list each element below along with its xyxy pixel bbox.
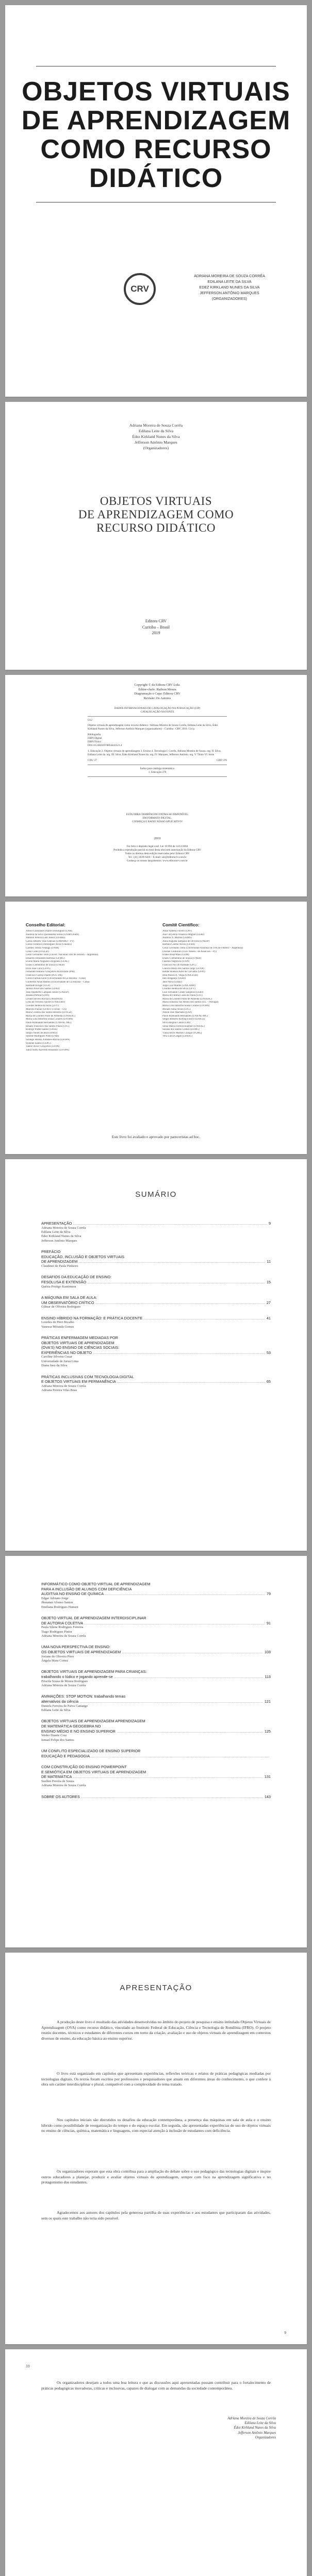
committee-member: Jane Paiva (UERJ) (162, 980, 182, 984)
cip-classification (88, 759, 227, 762)
publisher-logo (124, 273, 156, 305)
toc-entry-line (41, 1591, 271, 1597)
copyright-line: Copyright © da Editora CRV Ltda. (134, 683, 180, 687)
presentation-paragraph: Nos capítulos iniciais são discutidos os desafios da educação contemporânea, a presença das máquinas em sala de aula e o ensino híbrido como possibilidade de reorganização do tempo e do espaço escolar. Em seguida, são apresentadas experiências de uso de objetos virtuais no ensino de ciências, química, matemática e linguagens, com especial atenção à inclusão de estudantes com deficiência. (41, 2117, 271, 2133)
toc-entry-author: Adriana Moreira de Souza Corrêa (41, 1684, 86, 1687)
toc-entry-title: DE MATEMÁTICA ..... (41, 1774, 263, 1780)
legal-block (88, 845, 227, 863)
title-page-organizers (5, 422, 307, 451)
toc-entry-author: Adriana Moreira de Souza Corrêa (41, 1384, 86, 1388)
toc-entry-title: (OVA'S) NO ENSINO DE CIÊNCIAS SOCIAIS: (41, 1345, 120, 1350)
toc-page-number: 27 (266, 1300, 271, 1305)
scientific-committee-list (162, 930, 289, 1039)
toc-entry-title: DE MATEMÁTICA GEOGEBRA NO (41, 1724, 101, 1728)
closing-signature (204, 2416, 276, 2440)
organizer-name: Jefferson Antônio Marques (135, 440, 177, 445)
toc-page-number: 131 (264, 1774, 271, 1780)
cover-authors (175, 273, 284, 301)
council-member: Sydione Santos (UEPG) (26, 1042, 51, 1045)
toc-list (41, 1582, 271, 1805)
committee-member: Suzana dos Santos Gomes (UFMG) (162, 1028, 200, 1031)
toc-entry-line (41, 1316, 271, 1321)
council-member: Maria de Lourdes Pinto de Almeida (UNOESC) (26, 1014, 76, 1018)
committee-member: Anna Augusta Sampaio de Oliveira (UNESP) (162, 940, 210, 943)
toc-entry-line (41, 1699, 271, 1704)
toc-entry-author: Weder Duarte Cruz (41, 1734, 67, 1738)
council-member: Rodrigo Pratte-Santos (UFES) (26, 1028, 58, 1031)
council-member: Cesar Gerónimo Tello (Univer. Nacional Três de Febrero – Argentina) (26, 954, 98, 957)
toc-entry-author: Édez Kirkland Nunes da Silva (41, 1234, 81, 1239)
committee-member: Míriam Fábia Alves (UFG) (162, 1008, 191, 1011)
cover-author: ADRIANA MOREIRA DE SOUZA CORRÊA (194, 274, 265, 278)
digital-note-line: ESTA OBRA TAMBÉM ENCONTRA-SE DISPONÍVEL (126, 813, 189, 816)
toc-entry-author: Lourdes de Pieri Bicalho (41, 1320, 74, 1325)
toc-entry (41, 1335, 271, 1368)
toc-entry-author: Tiago Rodrigues Pintor (41, 1630, 72, 1634)
toc-entry (41, 1221, 271, 1243)
council-member: Élsio José Corá (UFFS) (26, 967, 51, 970)
toc-entry-author: Adriana Pereira Vilas Boas (41, 1388, 77, 1393)
council-member: Antônio Pereira Gaio Júnior (UFRRJ) (26, 937, 65, 940)
toc-entry-author: Universidade de Juruá Lima (41, 1359, 79, 1363)
copyright-head (88, 683, 227, 701)
peer-review-note: Este livro foi avaliado e aprovado por pareceristas ad hoc. (111, 1134, 201, 1139)
toc-entry (41, 1295, 271, 1310)
committee-member: Vera Lucia Gaspar (UDESC) (162, 1035, 193, 1038)
closing-page (5, 2349, 307, 2576)
toc-entry-author: Caroline Silveira Cezar (41, 1355, 72, 1359)
council-member: Elizeu Clementino de Souza (UNEB) (26, 963, 64, 967)
toc-entry (41, 1375, 271, 1393)
publisher-city: Curitiba – Brasil (142, 624, 170, 630)
scientific-committee (162, 922, 289, 1039)
committee-member: Eliane Rose Maio (UEM) (162, 954, 189, 957)
legal-line: Todos os direitos desta edição reservados pela: Editora CRV (125, 852, 190, 855)
council-member: Tania Suely Azevedo Brasileiro (UFOPA) (26, 1048, 69, 1052)
cover-page (5, 5, 307, 397)
council-member: Maria Cristina dos Santos Bezerra (UFSCar) (26, 1011, 72, 1014)
title-page-title (5, 495, 307, 535)
toc-entry-line (41, 1754, 271, 1759)
council-member: Gloria Fariñas León (Universidade de La Havana – Cuba) (26, 977, 86, 980)
council-member: Elione Maria Nogueira Diogenes (UFAL) (26, 960, 69, 963)
toc-entry-author: Edilana Leite da Silva (41, 1708, 71, 1712)
committee-member: Inês Bragança (UERJ) (162, 977, 186, 980)
toc-title: SUMÁRIO (135, 1190, 177, 1199)
toc-entry-author: Vanessa Miranda Gomes (41, 1325, 74, 1329)
signature-line: Édez Kirkland Nunes da Silva (234, 2426, 276, 2430)
toc-entry (41, 1582, 271, 1609)
copyright-page (5, 675, 307, 896)
council-member: Simone Rodrigues Pinto (UNB) (26, 1035, 59, 1038)
toc-entry-title: ENSINO MÉDIO E NO ENSINO SUPERIOR ..... (41, 1729, 263, 1734)
cip-index: 1. Educação 2. Objetos virtuais de aprendizagem 3. Ensino 4. Tecnologia I. Corrêa, Adriana Moreira de Souza. org. II. Silva, Edilana Leite da. org. III. Silva, Édez Kirkland Nunes da. org. IV. Marques, Jefferson Antônio. org. V. Título VI. Série (88, 750, 221, 756)
toc-entry-title: OBJETOS VIRTUAIS DE APRENDIZAGEM PARA CRIANÇAS: (41, 1669, 147, 1674)
presentation-paragraph: A produção deste livro é resultado das atividades desenvolvidas no âmbito do projeto de pesquisa e ensino intitulado Objetos Virtuais de Aprendizagem (OVA) como recurso didático, vinculado ao Instituto Federal de Educação, Ciência e Tecnologia de Rondônia (IFRO). O projeto reuniu docentes, técnicos e estudantes de diferentes cursos em torno da criação, avaliação e uso de objetos virtuais de aprendizagem em contextos diversos de ensino, da educação básica ao ensino superior. (41, 2020, 271, 2041)
toc-entry (41, 1794, 271, 1800)
council-member: Carmen Tereza Velanga (UNIR) (26, 946, 59, 950)
organizer-name: Édez Kirkland Nunes da Silva (132, 434, 180, 439)
cover-title-line: COMO RECURSO (40, 134, 272, 164)
council-member: Eduardo Fernandes Barbosa (UFMG) (26, 957, 65, 960)
council-member: Lourdes Helena da Silva (UFV) (26, 1005, 59, 1008)
legal-line: Conheça os nossos lançamentos: www.editoracrv.com.br (127, 859, 188, 862)
presentation-paragraph: Agradecemos aos autores dos capítulos pela generosa partilha de suas experiências e aos estudantes que participaram das atividades, sem os quais este trabalho não teria sido possível. (41, 2210, 271, 2221)
toc-entry-line (41, 1650, 271, 1655)
toc-entry-title: EDUCAÇÃO E PEDAGOGIA ..... (41, 1754, 269, 1759)
copyright-line: Revisão: Os Autores (143, 696, 171, 700)
sub-index-title: Índice para catálogo sistemático (140, 767, 175, 770)
council-member: Lídia de Oliveira Xavier (UNIEURO) (26, 1001, 65, 1004)
toc-entry-author: Ângela Mara Cortez (41, 1659, 69, 1663)
digital-note (88, 813, 227, 824)
biblio-line: Bibliografia (88, 733, 101, 736)
toc-entry-title: ENSINO HÍBRIDO NA FORMAÇÃO: E PRÁTICA DOCENTE ..... (41, 1316, 265, 1321)
legal-line: Proibida a reprodução parcial ou total desta obra sem autorização da Editora CRV (113, 849, 201, 852)
committee-member: Diosnel Centurion (Univ Americ. de Asunción – Py) (162, 950, 217, 953)
toc-page-2 (5, 1556, 307, 1947)
toc-page-number: 9 (268, 1221, 271, 1226)
cip-title: DADOS INTERNACIONAIS DE CATALOGAÇÃO NA PUBLICAÇÃO (CIP) (114, 707, 201, 710)
legal-line: Tel.: (41) 3039-6418 – E-mail: sac@editoracrv.com.br (128, 856, 187, 859)
presentation-paragraph: O livro está organizado em capítulos que apresentam experiências, reflexões teóricas e relatos de práticas pedagógicas mediadas por tecnologias digitais. Os textos foram escritos por professores e pesquisadores que atuam em diferentes áreas do conhecimento, o que confere à obra um caráter interdisciplinar e plural, compatível com a complexidade do tema tratado. (41, 2071, 271, 2087)
toc-entry-author: Suellen Pereira de Souza (41, 1779, 74, 1783)
toc-list (41, 1221, 271, 1399)
toc-page-number: 113 (265, 1674, 271, 1679)
toc-entry-author: Adriana Moreira de Souza Corrêa (41, 1634, 86, 1638)
copyright-line: Diagramação e Capa: Editora CRV (134, 692, 180, 696)
council-member: Renato Francisco dos Santos Paula (UFG) (26, 1025, 70, 1028)
toc-entry-author: Gilmar de Oliveira Rodrigues (41, 1305, 81, 1309)
toc-page-number: 15 (266, 1280, 271, 1284)
committee-member: Altair Alberto Fávero (UPF) (162, 930, 192, 933)
cover-title (5, 77, 307, 193)
editorial-council (26, 922, 152, 1052)
toc-entry-author: Adriana Moreira de Souza Corrêa (41, 1784, 86, 1788)
toc-entry-title: ANIMAÇÕES: STOP MOTION: trabalhando temas (41, 1694, 126, 1699)
toc-entry (41, 1765, 271, 1788)
title-line: RECURSO DIDÁTICO (96, 521, 216, 534)
title-line: DE APRENDIZAGEM COMO (78, 508, 234, 521)
committee-member: Lourdes Helena da Silva (UFV) (162, 988, 195, 991)
toc-entry-author: Daniela Ferreira de Paiva Camargo (41, 1704, 88, 1708)
toc-page-number: 91 (266, 1620, 271, 1625)
toc-page-number: 41 (266, 1315, 271, 1320)
editorial-council-title: Conselho Editorial: (26, 922, 65, 927)
toc-page-number: 53 (266, 1350, 271, 1355)
committee-member: Jorge Luís Mialhe (UNICAMP) (162, 984, 195, 987)
toc-entry-line (41, 1280, 271, 1285)
council-member: Fernando Antônio Gonçalves Alcoforado (IPB) (26, 971, 75, 974)
toc-entry-title: E SEMIÓTICA EM OBJETOS VIRTUAIS DE APRENDIZAGEM (41, 1769, 146, 1774)
closing-paragraph: Os organizadores desejam a todos uma boa leitura e que as discussões aqui apresentadas possam contribuir para o fortalecimento de práticas pedagógicas inovadoras, críticas e inclusivas, capazes de dialogar com as demandas da sociedade contemporânea. (41, 2380, 271, 2391)
signature-line: Organizadores (255, 2435, 276, 2439)
toc-entry-line (41, 1794, 271, 1800)
presentation-page (5, 1953, 307, 2344)
toc-entry-title: PRÁTICAS ENFERMAGEM MEDIADAS POR (41, 1335, 118, 1340)
page-number-top: 10 (26, 2365, 30, 2368)
toc-entry-author: Josiane de Oliveira Pires (41, 1654, 74, 1658)
cover-author: (ORGANIZADORES) (212, 296, 247, 301)
toc-entry-title: A MÁQUINA EM SALA DE AULA: (41, 1295, 97, 1300)
council-member: Carlos Federico Dominguez Avila (Unieuro) (26, 943, 72, 946)
toc-page-number: 65 (266, 1379, 271, 1384)
toc-entry-title: APRESENTAÇÃO ..... (41, 1221, 267, 1226)
toc-entry-title: COM CONSTRUÇÃO DO ENSINO POWERPOINT (41, 1765, 127, 1770)
organizer-name: Adriana Moreira de Souza Corrêa (129, 423, 183, 428)
editorial-council-list (26, 930, 152, 1052)
toc-entry-line (41, 1674, 271, 1680)
toc-entry-title: PRÁTICAS INCLUSIVAS COM TECNOLOGIA DIGITAL (41, 1374, 134, 1379)
toc-entry-line (41, 1350, 271, 1355)
toc-entry-line (41, 1621, 271, 1626)
committee-member: Vânia Alves Martins Chaigar (FURG) (162, 1031, 202, 1035)
committee-member: Ilma Passos A. Veiga (UNICEUB) (162, 974, 198, 977)
toc-page-number: 103 (264, 1650, 271, 1654)
title-page-imprint (5, 618, 307, 636)
toc-entry-title: DE APRENDIZAGEM ..... (41, 1259, 265, 1264)
presentation-title: APRESENTAÇÃO (120, 1984, 192, 1992)
toc-entry (41, 1694, 271, 1713)
cip-code: O12 (88, 719, 92, 722)
committee-member: Sérgio Roberto Kieling Franco (UFRGS) (162, 1018, 205, 1021)
toc-entry-author: Priscila Sousa de Moura Rodrigues (41, 1679, 88, 1683)
toc-entry-title: UM CONFLITO ESPECIALIZADO DE ENSINO SUPERIOR (41, 1749, 141, 1753)
toc-entry-author: Adriana Moreira de Souza Corrêa (41, 1226, 86, 1230)
toc-page-number: 79 (266, 1591, 271, 1597)
toc-entry (41, 1749, 271, 1758)
toc-entry-line (41, 1221, 271, 1226)
biblio-line: ISBN Físico (88, 740, 101, 743)
toc-entry-title: OS OBJETOS VIRTUAIS DE APRENDIZAGEM ..... (41, 1650, 263, 1655)
toc-entry-title: DESAFIOS DA EDUCAÇÃO DE ENSINO: (41, 1275, 112, 1280)
toc-entry-title: SOBRE OS AUTORES ..... (41, 1794, 263, 1800)
committee-member: Elizeu Clementino de Souza (UNEB) (162, 957, 201, 960)
toc-entry (41, 1316, 271, 1329)
signature-line: Jefferson Antônio Marques (238, 2431, 276, 2435)
committee-member: Maria de Lourdes Pinto de Almeida (UNOESC) (162, 997, 212, 1001)
title-page (5, 402, 307, 670)
cip-block (88, 707, 227, 779)
toc-entry-line (41, 1774, 271, 1780)
council-member: Josania Portela (UFPI) (26, 994, 50, 997)
council-member: Aldira Guimarães Duarte Domínguez (UNB) (26, 930, 73, 933)
organizer-role: (Organizadores) (143, 446, 169, 450)
publisher-name: Editora CRV (145, 619, 167, 623)
council-member: Solange Helena Ximenes-Rocha (UFOPA) (26, 1039, 70, 1041)
committee-member: Andréia N. Militão (UEMS) (162, 937, 192, 940)
copyright-line: Editor-chefe: Railson Moura (138, 687, 176, 691)
toc-entry-title: PREFÁCIO (41, 1249, 61, 1255)
council-member: Jailson Alves dos Santos (UFRJ) (26, 988, 60, 991)
toc-entry-author: Ismael Felipe dos Santos (41, 1738, 74, 1742)
committee-member: Francisco Ari de Andrade (UFC) (162, 963, 196, 967)
scientific-committee-title: Comitê Científico: (162, 922, 200, 927)
page-number: 9 (284, 2331, 286, 2335)
cover-title-line: DIDÁTICO (89, 163, 223, 193)
toc-entry-title: OBJETO VIRTUAL DE APRENDIZAGEM INTERDISCIPLINAR (41, 1616, 146, 1620)
toc-page-number: 125 (264, 1728, 271, 1734)
toc-page-number: 11 (267, 1259, 271, 1264)
council-member: Leonel Severo Rocha (UNISINOS) (26, 997, 62, 1001)
sub-index-entry: 1. Educação 370 (148, 771, 167, 774)
toc-entry-title: alternativos da ciência ..... (41, 1699, 263, 1704)
cover-title-line: OBJETOS VIRTUAIS (22, 77, 290, 107)
toc-entry-author: Paula Silene Rodrigues Ferreira (41, 1625, 84, 1630)
council-member: Carlos Alberto Vilar Estêvão (UMINHO – PT) (26, 940, 74, 943)
council-member: Guillermo Arias Beatón (Universidade de La Havana – Cuba) (26, 980, 90, 984)
digital-note-line: CONHEÇA E BAIXE NOSSO APLICATIVO! (132, 820, 183, 823)
toc-entry-line (41, 1259, 271, 1264)
toc-entry-author: Jhonatan Afonso Santos (41, 1601, 73, 1605)
cip-body: Objetos virtuais de aprendizagem como recurso didático / Adriana Moreira de Souza Corrêa, Edilana Leite da Silva, Édez Kirkland Nunes da Silva, Jefferson Antônio Marques (organizadores) – Curitiba : CRV, 2019. 134 p. (88, 724, 218, 731)
council-member: Helmuth Krüger (UCP) (26, 984, 51, 987)
committee-member: Fauston Negreiros (UFPI) (162, 960, 190, 963)
toc-entry (41, 1616, 271, 1638)
toc-entry-line (41, 1729, 271, 1734)
toc-entry (41, 1249, 271, 1268)
signature-line: Adriana Moreira de Souza Corrêa (227, 2417, 276, 2420)
toc-entry-author: Claudinei de Paula Pinheiro (41, 1264, 78, 1268)
toc-entry-title: INFORMÁTICO COMO OBJETO VIRTUAL DE APRENDIZAGEM (41, 1582, 151, 1586)
toc-entry-line (41, 1300, 271, 1306)
toc-page-number: 121 (264, 1699, 271, 1704)
toc-entry-title: EDUCAÇÃO, INCLUSÃO E OBJETOS VIRTUAIS (41, 1254, 125, 1259)
toc-entry-title: UMA NOVA PERSPECTIVA DE ENSINO: (41, 1645, 110, 1650)
cip-subtitle: CATALOGAÇÃO NA FONTE (140, 710, 174, 714)
committee-member: Silvia Regina Canan (URI) (162, 1022, 191, 1025)
committee-member: Maria de Fátima Costa de Paula (UFF) (162, 994, 203, 997)
copyright-year: 2019 (154, 837, 161, 840)
organizer-name: Edilana Leite da Silva (138, 429, 174, 433)
cdd-code: CDD 370 (216, 759, 227, 762)
council-member: Maria Lília Imbiriba Sousa Colares (UFOPA) (26, 1018, 73, 1021)
legal-line: Foi feito o depósito legal conf. Lei 10.994 de 14/12/2004 (126, 845, 188, 848)
toc-entry-author: Diana Inez da Silva (41, 1364, 68, 1368)
committee-member: Maria Eduarda Vaz Moniz dos Santos (UL – Portugal) (162, 1001, 219, 1004)
toc-page-1 (5, 1159, 307, 1551)
council-member: Paulo Romualdo Hernandes (UNIFAL-MG) (26, 1022, 72, 1025)
toc-entry-author: Quésia Postigo Kamimura (41, 1284, 76, 1289)
committee-member: Barbara Coelho Neves (UFBA) (162, 943, 195, 946)
publisher-logo-text: CRV (130, 284, 149, 294)
council-member: Marcelo Paixão (UFRJ e UTexas – US) (26, 1008, 67, 1011)
cover-author: EDEZ KIRKLAND NUNES DA SILVA (199, 285, 260, 290)
biblio-line: ISBN Digital (88, 737, 102, 740)
toc-entry-author: Edgar Adriano Jorge (41, 1596, 69, 1600)
toc-entry-title: OBJETOS VIRTUAIS DE APRENDIZAGEM (41, 1340, 114, 1345)
toc-entry-title: PARA A INCLUSÃO DE ALUNOS COM DEFICIÊNCIA (41, 1586, 132, 1591)
council-member: Sérgio Nunes de Jesus (IFRO) (26, 1031, 57, 1035)
toc-entry-line (41, 1379, 271, 1384)
toc-entry-title: OBJETOS VIRTUAIS DE APRENDIZAGEM APRENDIZAGEM (41, 1719, 145, 1724)
committee-member: Nilson José Machado (USP) (162, 1011, 192, 1014)
toc-entry-title: trabalhando o lúdico e jogando aprende-se ..... (41, 1674, 263, 1680)
toc-entry-title: AUDITIVA NO ENSINO DE QUÍMICA ..... (41, 1591, 265, 1597)
committee-member: Maria Lília Imbiriba Sousa Colares (UFOPA) (162, 1005, 210, 1008)
title-line: OBJETOS VIRTUAIS (100, 495, 212, 507)
toc-entry (41, 1275, 271, 1289)
toc-entry (41, 1719, 271, 1742)
cover-author: JEFFERSON ANTÔNIO MARQUES (200, 291, 259, 295)
committee-member: Ana Chrystina Venancio Mignot (UERJ) (162, 933, 205, 936)
toc-entry-title: FESOLUSA E EXTENSÃO ..... (41, 1280, 265, 1285)
toc-entry-title: UM OBSERVATÓRIO CRÍTICO ..... (41, 1300, 265, 1306)
signature-line: Edilana Leite da Silva (244, 2421, 276, 2426)
committee-member: Paulo Romualdo Hernandes (UNIFAL-MG) (162, 1014, 208, 1018)
toc-entry-title: DE AUTORIA COLETIVA ..... (41, 1621, 265, 1626)
publication-year: 2019 (152, 631, 160, 635)
toc-page-number: 143 (264, 1794, 271, 1799)
committee-member: Luiz Fernando Conde Sangenis (UERJ) (162, 991, 204, 994)
council-member: Francisco Carlos Duarte (PUC-PR) (26, 974, 62, 977)
presentation-paragraph: Os organizadores esperam que esta obra contribua para a ampliação do debate sobre o uso pedagógico das tecnologias digitais e inspire outros educadores a planejar, produzir e avaliar objetos virtuais de aprendizagem, sempre com foco na aprendizagem significativa e no protagonismo dos estudantes. (41, 2169, 271, 2185)
toc-entry-title: E OBJETOS VIRTUAIS EM PERMANÊNCIA ..... (41, 1379, 265, 1384)
council-member: Tadeu Oliver Gonçalves (UFPA) (26, 1045, 60, 1048)
cover-author: EDILANA LEITE DA SILVA (207, 279, 252, 284)
council-member: Andréia da Silva Quintanilha Sousa (UNIR/UFRN) (26, 933, 79, 936)
biblio-line: DOI 10.24824/978854443321.4 (88, 744, 122, 747)
toc-entry (41, 1669, 271, 1688)
digital-note-line: EM FORMATO DIGITAL. (142, 817, 172, 820)
committee-member: Cesar Gerónimo Tello (Universidad Nacional de Três de Febrero – Argentina) (162, 946, 243, 950)
cdu-code: CDU 37 (88, 759, 97, 762)
toc-entry-title: EXPERIÊNCIAS NO OBJETO ..... (41, 1350, 265, 1355)
toc-entry-author: Edilana Leite da Silva (41, 1230, 71, 1234)
cip-biblio (88, 733, 227, 748)
toc-entry (41, 1645, 271, 1663)
editorial-board-page (5, 902, 307, 1154)
council-member: Celso Conti (UFSCar) (26, 950, 49, 953)
toc-entry-author: Jefferson Antônio Marques (41, 1239, 77, 1243)
committee-member: Sonia Maria Ferreira Koehler (UNISAL) (162, 1025, 205, 1028)
council-member: João Adalberto Campato Junior (UNESP) (26, 991, 69, 994)
cover-title-line: DE APRENDIZAGEM (21, 106, 291, 135)
committee-member: Helder Buenos Aires de Carvalho (UFPI) (162, 971, 205, 974)
toc-entry-author: Emiliana Rodrigues Hansen (41, 1605, 78, 1609)
committee-member: Gláucia Maria dos Santos Jorge (UFOP) (162, 967, 204, 970)
